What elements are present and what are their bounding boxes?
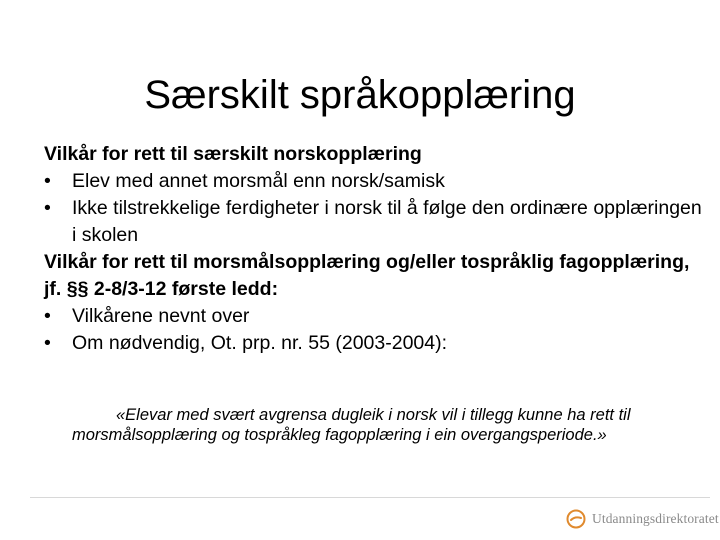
list-item-text: Vilkårene nevnt over — [72, 305, 250, 327]
list-item — [44, 330, 704, 357]
list-item-text: Om nødvendig, Ot. prp. nr. 55 (2003-2004): — [72, 332, 448, 354]
bullet-marker: • — [44, 305, 51, 327]
footer-logo — [566, 508, 719, 530]
list-item-text: Elev med annet morsmål enn norsk/samisk — [72, 170, 445, 192]
section1-heading: Vilkår for rett til særskilt norskopplæring — [44, 143, 422, 165]
footer-divider — [30, 497, 710, 498]
list-item — [44, 168, 704, 195]
udir-logo-icon — [566, 509, 586, 529]
list-item — [44, 195, 704, 249]
section2-heading: Vilkår for rett til morsmålsopplæring og/eller tospråklig fagopplæring, jf. §§ 2-8/3-12 første ledd: — [44, 251, 690, 300]
slide-body — [44, 141, 704, 357]
bullet-marker: • — [44, 170, 51, 192]
list-item-text: Ikke tilstrekkelige ferdigheter i norsk til å følge den ordinære opplæringen i skolen — [72, 197, 702, 246]
bullet-marker: • — [44, 332, 51, 354]
quote-text: «Elevar med svært avgrensa dugleik i norsk vil i tillegg kunne ha rett til morsmålsopplæring og tospråkleg fagopplæring i ein overgangsperiode.» — [72, 406, 631, 444]
bullet-marker: • — [44, 197, 51, 219]
list-item — [44, 303, 704, 330]
logo-text: Utdanningsdirektoratet — [592, 511, 719, 526]
slide-title: Særskilt språkopplæring — [144, 73, 576, 117]
